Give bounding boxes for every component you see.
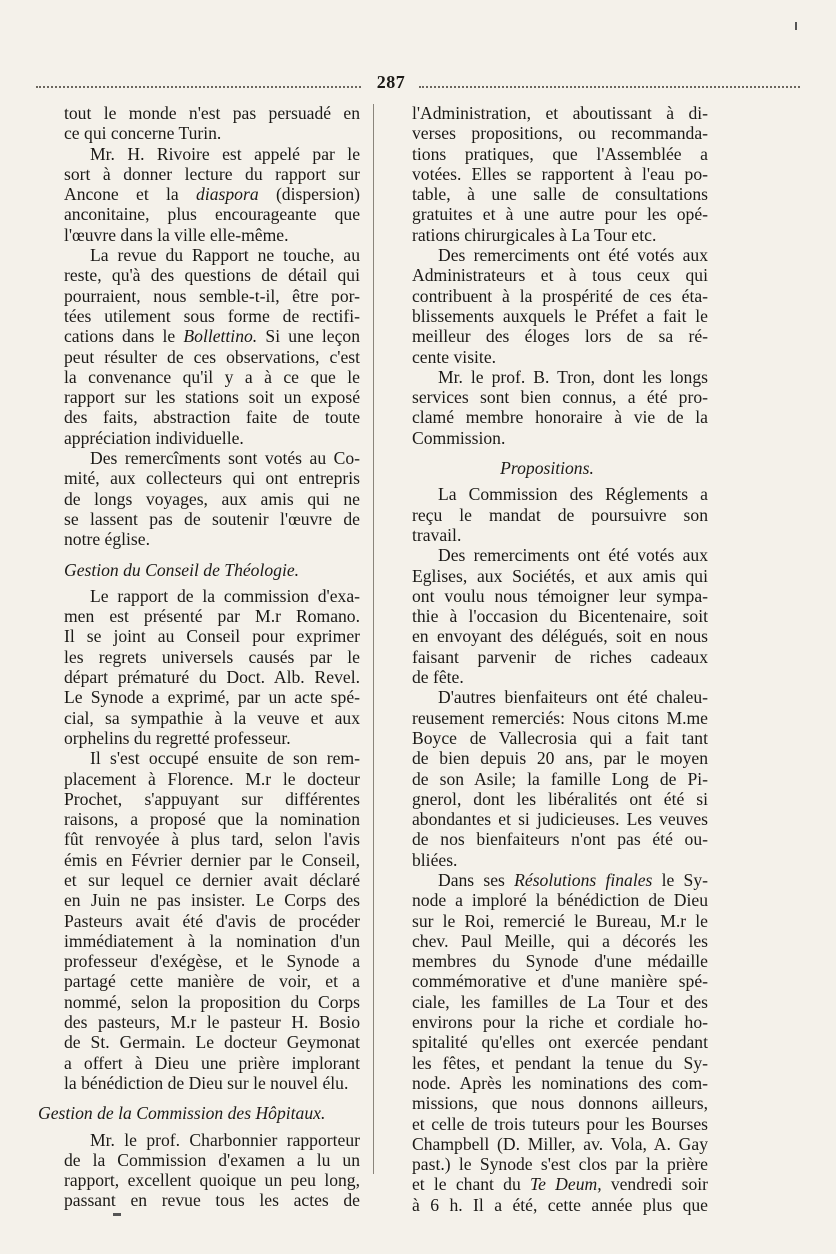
text-line: notre église. [64, 529, 150, 550]
text-line: gratuites et à une autre pour les opé- [412, 204, 708, 225]
text-line: faisant parvenir de riches cadeaux [412, 646, 708, 667]
text-line: appréciation individuelle. [64, 427, 244, 448]
paragraph [38, 103, 360, 144]
italic-term: Te Deum, [529, 1174, 602, 1195]
text-line: votées. Elles se rapportent à l'eau po- [412, 163, 708, 184]
section-title: Gestion de la Commission des Hôpitaux. [38, 1103, 326, 1124]
text-line: Commission. [412, 427, 506, 448]
text-line: cial, sa sympathie à la veuve et aux [64, 707, 360, 728]
text-line: des pasteurs, M.r le pasteur H. Bosio [64, 1012, 360, 1033]
text-line: node. Après les nominations des com- [412, 1072, 708, 1093]
text-fragment: Dans ses [438, 869, 515, 890]
text-line: tout le monde n'est pas persuadé en [64, 103, 360, 123]
text-line [386, 870, 708, 890]
page-number: 287 [376, 72, 406, 92]
text-line: la bénédiction de Dieu sur le nouvel élu. [64, 1072, 349, 1093]
section-title: Propositions. [500, 458, 594, 479]
text-line: de St. Germain. Le docteur Geymonat [64, 1032, 360, 1053]
text-line: commémorative et d'une manière spé- [412, 971, 708, 992]
text-line: environs pour la riche et cordiale ho- [412, 1012, 708, 1033]
text-line: La revue du Rapport ne touche, au [90, 245, 360, 266]
text-line: Des remerciments ont été votés aux [438, 245, 708, 266]
text-line: partagé cette manière de voir, et a [64, 971, 360, 992]
paragraph [38, 1130, 360, 1211]
text-fragment: cations dans le [64, 326, 184, 347]
text-fragment: et le chant du [412, 1174, 530, 1195]
text-line: peut résulter de ces observations, c'est [64, 346, 360, 367]
left-column [38, 103, 360, 1211]
text-line: l'œuvre dans la ville elle-même. [64, 224, 289, 245]
italic-term: Bollettino. [183, 326, 258, 347]
text-line [38, 326, 360, 346]
text-line: de fête. [412, 667, 464, 688]
text-line: de son Asile; la famille Long de Pi- [412, 768, 708, 789]
text-line: gnerol, dont les libéralités ont été si [412, 788, 708, 809]
text-line: sur le Roi, remercié le Bureau, M.r le [412, 910, 708, 931]
paragraph [386, 545, 708, 687]
text-line: de longs voyages, aux amis qui ne [64, 488, 360, 509]
page-header [36, 70, 800, 96]
text-line: bliées. [412, 849, 458, 870]
text-line: missions, que nous donnons ailleurs, [412, 1093, 708, 1114]
text-line: blissements auxquels le Préfet a fait le [412, 305, 708, 326]
text-line: des faits, abstraction faite de toute [64, 407, 360, 428]
text-line: men est présenté par M.r Romano. [64, 606, 360, 627]
text-line: nommé, selon la proposition du Corps [64, 991, 360, 1012]
paragraph [386, 484, 708, 545]
text-line: contribuent à la prospérité de ces éta- [412, 285, 708, 306]
text-line: de bien depuis 20 ans, par le moyen [412, 748, 708, 769]
italic-term: diaspora [196, 184, 259, 205]
stray-ink-mark [113, 1213, 121, 1216]
text-line: se lassent pas de soutenir l'œuvre de [64, 508, 360, 529]
text-line: rations chirurgicales à La Tour etc. [412, 224, 657, 245]
header-rule-left [36, 86, 361, 88]
text-line: La Commission des Réglements a [438, 484, 708, 505]
text-line: fût renvoyée à plus tard, selon l'avis [64, 829, 360, 850]
text-line: et sur lequel ce dernier avait déclaré [64, 869, 360, 890]
text-line: thie à l'occasion du Bicentenaire, soit [412, 606, 708, 627]
paragraph [38, 245, 360, 448]
text-line: spitalité qu'elles ont exercée pendant [412, 1032, 708, 1053]
text-line: sort à donner lecture du rapport sur [64, 163, 360, 184]
text-line: Administrateurs et à tous ceux qui [412, 265, 708, 286]
text-fragment: Ancone et la [64, 184, 197, 205]
text-line: et celle de trois tuteurs pour les Bourses [412, 1113, 708, 1134]
text-line: passant en revue tous les actes de [64, 1190, 360, 1211]
text-fragment: le Sy- [652, 869, 708, 890]
text-line: départ prématuré du Doct. Alb. Revel. [64, 667, 360, 688]
text-line: reste, qu'à des questions de détail qui [64, 265, 360, 286]
text-line: professeur d'exégèse, et le Synode a [64, 951, 360, 972]
paragraph [386, 870, 708, 1215]
paragraph [38, 586, 360, 748]
text-line: ont voulu nous témoigner leur sympa- [412, 585, 708, 606]
text-line: de nos bienfaiteurs n'ont pas été ou- [412, 829, 708, 850]
text-line: placement à Florence. M.r le docteur [64, 768, 360, 789]
text-line: Des remerciments ont été votés aux [438, 545, 708, 566]
text-line: cente visite. [412, 346, 497, 367]
text-line: pourraient, nous semble-t-il, être por- [64, 285, 360, 306]
text-line: l'Administration, et aboutissant à di- [412, 103, 708, 123]
paragraph [386, 245, 708, 367]
text-line: raisons, a proposé que la nomination [64, 809, 360, 830]
text-line: Il se joint au Conseil pour exprimer [64, 626, 360, 647]
text-line: verses propositions, ou recommanda- [412, 123, 708, 144]
text-line: chev. Paul Meille, qui a décorés les [412, 930, 708, 951]
text-line: émis en Février dernier par le Conseil, [64, 849, 360, 870]
paragraph [38, 448, 360, 549]
paragraph [38, 144, 360, 245]
text-line: Mr. le prof. B. Tron, dont les longs [438, 366, 708, 387]
text-line: table, à une salle de consultations [412, 184, 708, 205]
text-line: past.) le Synode s'est clos par la prière [412, 1154, 708, 1175]
text-line: Des remercîments sont votés au Co- [90, 448, 360, 469]
text-line: membres du Synode d'une médaille [412, 951, 708, 972]
text-line: en envoyant des délégués, soit en nous [412, 626, 708, 647]
text-line: rapport, excellent quoique un peu long, [64, 1170, 360, 1191]
text-line: la convenance qu'il y a à ce que le [64, 366, 360, 387]
text-line: services sont bien connus, a été pro- [412, 387, 708, 408]
text-line: ce qui concerne Turin. [64, 123, 222, 144]
text-line: Mr. H. Rivoire est appelé par le [90, 143, 360, 164]
text-line: les fêtes, et pendant la tenue du Sy- [412, 1052, 708, 1073]
text-line: de la Commission d'examen a lu un [64, 1149, 360, 1170]
text-line: orphelins du regretté professeur. [64, 727, 291, 748]
text-line: les regrets universels causés par le [64, 646, 360, 667]
text-line: reusement remerciés: Nous citons M.me [412, 707, 708, 728]
text-line: en Juin ne pas insister. Le Corps des [64, 890, 360, 911]
text-line: anconitaine, plus encourageante que [64, 204, 360, 225]
text-line: meilleur des éloges lors de sa ré- [412, 326, 708, 347]
paragraph [38, 748, 360, 1093]
right-column [386, 103, 708, 1215]
text-line: Champbell (D. Miller, av. Vola, A. Gay [412, 1133, 708, 1154]
text-line: Le rapport de la commission d'exa- [90, 585, 360, 606]
text-line: Boyce de Vallecrosia qui a fait tant [412, 727, 708, 748]
column-divider [373, 104, 374, 1174]
italic-term: Résolutions finales [514, 869, 653, 890]
text-line: Il s'est occupé ensuite de son rem- [90, 748, 360, 769]
stray-ink-mark [795, 22, 797, 30]
header-rule-right [419, 86, 800, 88]
paragraph [386, 367, 708, 448]
text-line: travail. [412, 524, 462, 545]
text-line: Le Synode a exprimé, par un acte spé- [64, 687, 360, 708]
text-line: Mr. le prof. Charbonnier rapporteur [90, 1129, 360, 1150]
text-line: à 6 h. Il a été, cette année plus que [412, 1194, 708, 1215]
section-title: Gestion du Conseil de Théologie. [64, 559, 300, 580]
text-fragment: vendredi soir [601, 1174, 708, 1195]
text-line: abondantes et si judicieuses. Les veuves [412, 809, 708, 830]
text-line: tées utilement sous forme de rectifi- [64, 305, 360, 326]
text-line [386, 1174, 708, 1194]
text-line: Pasteurs avait été d'avis de procéder [64, 910, 360, 931]
text-line: reçu le mandat de poursuivre son [412, 504, 708, 525]
text-line: mité, aux collecteurs qui ont entrepris [64, 468, 360, 489]
text-fragment: Si une leçon [257, 326, 360, 347]
paragraph [386, 103, 708, 245]
paragraph [386, 687, 708, 870]
text-line: rapport sur les stations soit un exposé [64, 387, 360, 408]
text-line [38, 184, 360, 204]
text-line: ciale, les familles de La Tour et des [412, 991, 708, 1012]
text-line: tions pratiques, que l'Assemblée a [412, 143, 708, 164]
text-line: immédiatement à la nomination d'un [64, 930, 360, 951]
text-line: Eglises, aux Sociétés, et aux amis qui [412, 565, 708, 586]
text-line: Prochet, s'appuyant sur différentes [64, 788, 360, 809]
text-fragment: (dispersion) [258, 184, 360, 205]
text-line: D'autres bienfaiteurs ont été chaleu- [438, 687, 708, 708]
text-line: a offert à Dieu une prière implorant [64, 1052, 360, 1073]
text-line: clamé membre honoraire à vie de la [412, 407, 708, 428]
text-line: node a imploré la bénédiction de Dieu [412, 890, 708, 911]
